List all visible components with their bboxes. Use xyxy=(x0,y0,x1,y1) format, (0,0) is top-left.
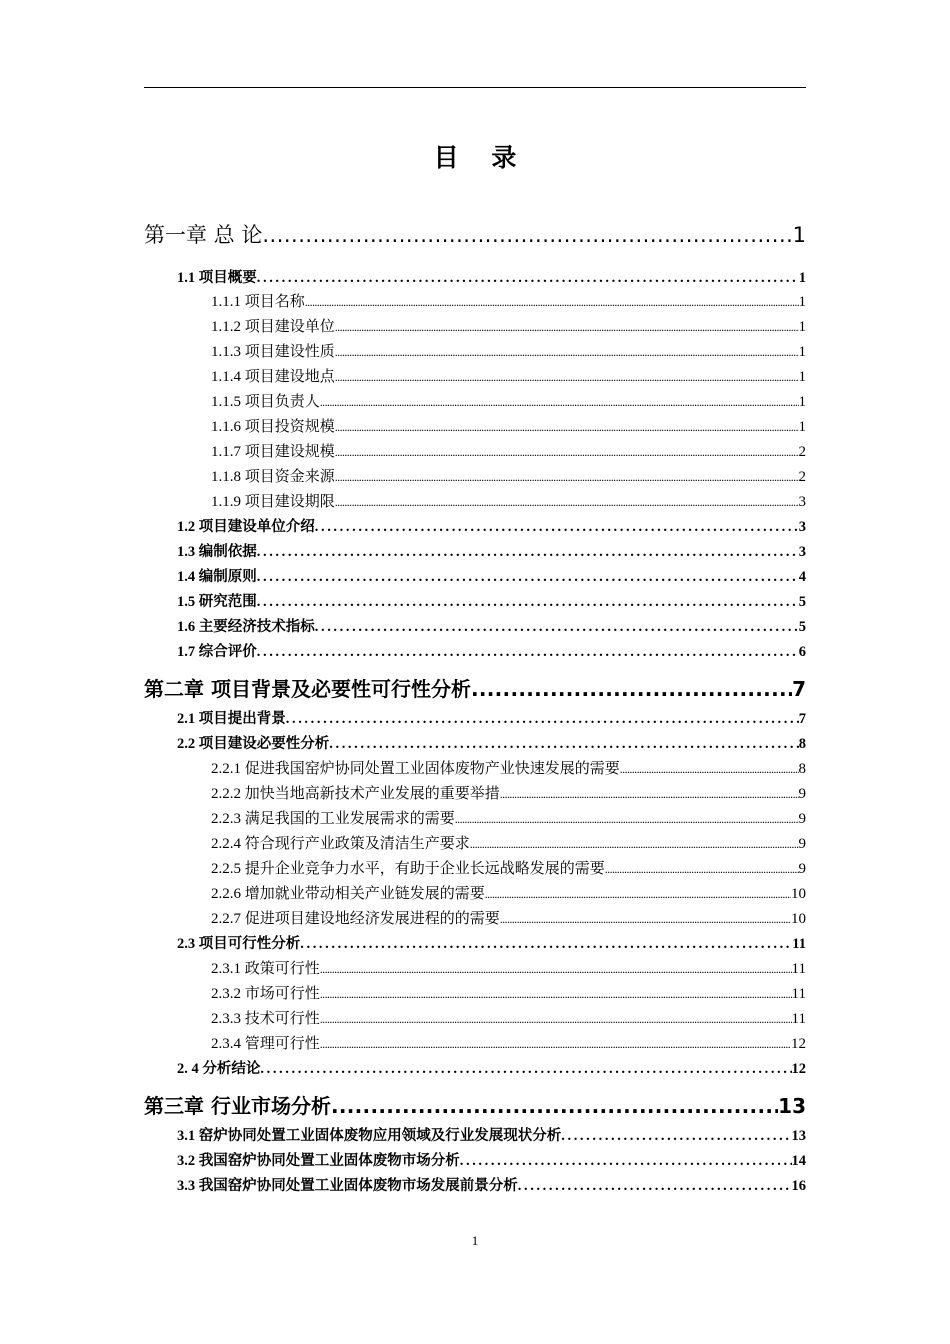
toc-entry-label: 2.2.5 提升企业竞争力水平，有助于企业长远战略发展的需要 xyxy=(211,861,605,877)
toc-entry[interactable] xyxy=(177,732,806,756)
toc-entry[interactable] xyxy=(177,540,806,564)
toc-entry-label: 2.2.2 加快当地高新技术产业发展的重要举措 xyxy=(211,786,500,802)
toc-entry-page: 1 xyxy=(798,294,806,310)
toc-entry[interactable] xyxy=(211,465,806,489)
toc-entry-page: 12 xyxy=(791,1061,806,1077)
toc-leader-dots xyxy=(257,270,799,287)
toc-leader-dots xyxy=(320,1037,791,1052)
toc-leader-dots xyxy=(460,1153,792,1170)
toc-entry-label: 1.1.4 项目建设地点 xyxy=(211,369,335,385)
toc-entry-label: 1.1.3 项目建设性质 xyxy=(211,344,335,360)
toc-entry[interactable] xyxy=(211,365,806,389)
toc-entry-page: 16 xyxy=(791,1178,806,1194)
toc-entry[interactable] xyxy=(177,266,806,290)
toc-entry-page: 8 xyxy=(798,736,806,752)
toc-entry-label: 1.5 研究范围 xyxy=(177,594,257,610)
toc-entry[interactable] xyxy=(211,882,806,906)
toc-leader-dots xyxy=(335,370,799,385)
toc-leader-dots xyxy=(500,787,799,802)
toc-entry-page: 13 xyxy=(778,1094,806,1118)
toc-leader-dots xyxy=(320,395,799,410)
toc-leader-dots xyxy=(257,569,799,586)
toc-entry-page: 10 xyxy=(791,911,806,927)
toc-entry[interactable] xyxy=(211,757,806,781)
toc-entry[interactable] xyxy=(211,490,806,514)
toc-leader-dots xyxy=(455,812,799,827)
toc-entry-page: 14 xyxy=(791,1153,806,1169)
toc-entry-page: 9 xyxy=(798,861,806,877)
toc-entry-page: 9 xyxy=(798,836,806,852)
toc-entry[interactable] xyxy=(177,590,806,614)
toc-entry[interactable] xyxy=(211,982,806,1006)
toc-entry-page: 1 xyxy=(792,223,806,247)
toc-entry-label: 1.1.5 项目负责人 xyxy=(211,394,320,410)
toc-entry-label: 1.4 编制原则 xyxy=(177,569,257,585)
toc-entry-label: 2.2.1 促进我国窑炉协同处置工业固体废物产业快速发展的需要 xyxy=(211,761,620,777)
toc-entry[interactable] xyxy=(177,615,806,639)
toc-entry-label: 1.7 综合评价 xyxy=(177,644,257,660)
toc-entry-page: 5 xyxy=(798,594,806,610)
toc-entry-page: 5 xyxy=(798,619,806,635)
toc-leader-dots xyxy=(257,594,799,611)
toc-leader-dots xyxy=(335,495,799,510)
toc-entry-page: 3 xyxy=(798,494,806,510)
toc-entry-label: 2.2.3 满足我国的工业发展需求的需要 xyxy=(211,811,455,827)
toc-entry-label: 2.2.4 符合现行产业政策及清洁生产要求 xyxy=(211,836,470,852)
toc-entry-label: 2.3.4 管理可行性 xyxy=(211,1036,320,1052)
toc-leader-dots xyxy=(335,420,799,435)
toc-entry-page: 12 xyxy=(791,1036,806,1052)
toc-entry[interactable] xyxy=(211,415,806,439)
toc-entry[interactable] xyxy=(177,565,806,589)
toc-entry-label: 1.1.9 项目建设期限 xyxy=(211,494,335,510)
toc-leader-dots xyxy=(257,544,799,561)
toc-entry[interactable] xyxy=(211,782,806,806)
toc-entry-page: 1 xyxy=(798,419,806,435)
toc-entry[interactable] xyxy=(177,1057,806,1081)
toc-entry-label: 第二章 项目背景及必要性可行性分析 xyxy=(144,677,471,701)
toc-entry-page: 9 xyxy=(798,811,806,827)
toc-entry-page: 1 xyxy=(798,369,806,385)
toc-leader-dots xyxy=(331,1094,778,1118)
toc-leader-dots xyxy=(518,1178,792,1195)
toc-leader-dots xyxy=(335,345,799,360)
toc-entry[interactable] xyxy=(211,1032,806,1056)
toc-leader-dots xyxy=(320,1012,792,1027)
toc-entry[interactable] xyxy=(211,907,806,931)
toc-entry-label: 1.1.1 项目名称 xyxy=(211,294,305,310)
toc-entry-page: 4 xyxy=(798,569,806,585)
toc-entry[interactable] xyxy=(211,290,806,314)
toc-entry-page: 8 xyxy=(798,761,806,777)
toc-entry[interactable] xyxy=(177,1149,806,1173)
toc-entry[interactable] xyxy=(177,1174,806,1198)
toc-entry-page: 2 xyxy=(798,444,806,460)
toc-entry-page: 1 xyxy=(798,344,806,360)
toc-leader-dots xyxy=(262,223,792,247)
toc-leader-dots xyxy=(470,837,799,852)
toc-entry-label: 第一章 总 论 xyxy=(144,223,263,247)
toc-entry[interactable] xyxy=(177,932,806,956)
toc-entry-label: 1.6 主要经济技术指标 xyxy=(177,619,315,635)
toc-entry-label: 1.1.7 项目建设规模 xyxy=(211,444,335,460)
toc-leader-dots xyxy=(500,912,791,927)
toc-entry-label: 3.3 我国窑炉协同处置工业固体废物市场发展前景分析 xyxy=(177,1178,518,1194)
toc-leader-dots xyxy=(605,862,799,877)
page-title: 目 录 xyxy=(433,143,529,172)
toc-leader-dots xyxy=(471,677,792,701)
toc-leader-dots xyxy=(335,445,799,460)
toc-entry[interactable] xyxy=(211,832,806,856)
toc-entry-page: 11 xyxy=(791,986,806,1002)
toc-entry-page: 1 xyxy=(798,394,806,410)
toc-entry-label: 2.3.1 政策可行性 xyxy=(211,961,320,977)
toc-entry-label: 1.1.6 项目投资规模 xyxy=(211,419,335,435)
toc-entry-label: 2.3 项目可行性分析 xyxy=(177,936,301,952)
toc-entry-label: 1.1 项目概要 xyxy=(177,270,257,286)
toc-leader-dots xyxy=(320,962,792,977)
toc-entry[interactable] xyxy=(211,807,806,831)
toc-entry-page: 13 xyxy=(791,1128,806,1144)
toc-leader-dots xyxy=(329,736,799,753)
toc-entry-label: 2.2.6 增加就业带动相关产业链发展的需要 xyxy=(211,886,485,902)
toc-leader-dots xyxy=(485,887,791,902)
toc-entry-label: 3.1 窑炉协同处置工业固体废物应用领域及行业发展现状分析 xyxy=(177,1128,562,1144)
toc-entry-page: 7 xyxy=(798,711,806,727)
toc-entry[interactable] xyxy=(211,390,806,414)
toc-entry-page: 11 xyxy=(791,961,806,977)
toc-entry-label: 2.2 项目建设必要性分析 xyxy=(177,736,330,752)
toc-entry-page: 6 xyxy=(798,644,806,660)
toc-entry[interactable] xyxy=(177,707,806,731)
page-number: 1 xyxy=(471,1233,479,1248)
toc-entry[interactable] xyxy=(211,957,806,981)
toc-leader-dots xyxy=(320,987,792,1002)
toc-leader-dots xyxy=(257,644,799,661)
toc-leader-dots xyxy=(315,519,799,536)
toc-entry[interactable] xyxy=(177,515,806,539)
toc-entry-page: 11 xyxy=(791,1011,806,1027)
toc-entry[interactable] xyxy=(144,673,806,705)
toc-entry-label: 2.1 项目提出背景 xyxy=(177,711,286,727)
toc-entry-label: 2.3.2 市场可行性 xyxy=(211,986,320,1002)
toc-entry-page: 3 xyxy=(798,544,806,560)
toc-entry-label: 1.2 项目建设单位介绍 xyxy=(177,519,315,535)
toc-entry-page: 9 xyxy=(798,786,806,802)
toc-entry[interactable] xyxy=(211,1007,806,1031)
toc-entry[interactable] xyxy=(144,219,806,251)
toc-entry-label: 1.1.8 项目资金来源 xyxy=(211,469,335,485)
toc-entry-page: 11 xyxy=(792,936,806,952)
toc-entry-label: 3.2 我国窑炉协同处置工业固体废物市场分析 xyxy=(177,1153,460,1169)
toc-leader-dots xyxy=(335,470,799,485)
toc-entry[interactable] xyxy=(211,857,806,881)
toc-entry-label: 2.3.3 技术可行性 xyxy=(211,1011,320,1027)
toc-entry-page: 7 xyxy=(792,677,806,701)
toc-leader-dots xyxy=(620,762,799,777)
toc-entry-page: 1 xyxy=(798,270,806,286)
toc-entry[interactable] xyxy=(211,315,806,339)
toc-entry-label: 1.1.2 项目建设单位 xyxy=(211,319,335,335)
toc-entry-page: 3 xyxy=(798,519,806,535)
toc-entry-page: 10 xyxy=(791,886,806,902)
toc-leader-dots xyxy=(286,711,799,728)
toc-entry-label: 1.3 编制依据 xyxy=(177,544,257,560)
toc-entry-page: 1 xyxy=(798,319,806,335)
toc-leader-dots xyxy=(305,295,799,310)
toc-entry[interactable] xyxy=(211,340,806,364)
toc-leader-dots xyxy=(300,936,792,953)
toc-entry-label: 第三章 行业市场分析 xyxy=(144,1094,331,1118)
toc-entry[interactable] xyxy=(177,640,806,664)
toc-entry-label: 2.2.7 促进项目建设地经济发展进程的的需要 xyxy=(211,911,500,927)
toc-leader-dots xyxy=(315,619,799,636)
toc-entry[interactable] xyxy=(211,440,806,464)
toc-entry-page: 2 xyxy=(798,469,806,485)
toc-leader-dots xyxy=(260,1061,791,1078)
toc-leader-dots xyxy=(335,320,799,335)
toc-entry[interactable] xyxy=(144,1090,806,1122)
toc-entry[interactable] xyxy=(177,1124,806,1148)
toc-leader-dots xyxy=(561,1128,791,1145)
toc-entry-label: 2. 4 分析结论 xyxy=(177,1061,261,1077)
